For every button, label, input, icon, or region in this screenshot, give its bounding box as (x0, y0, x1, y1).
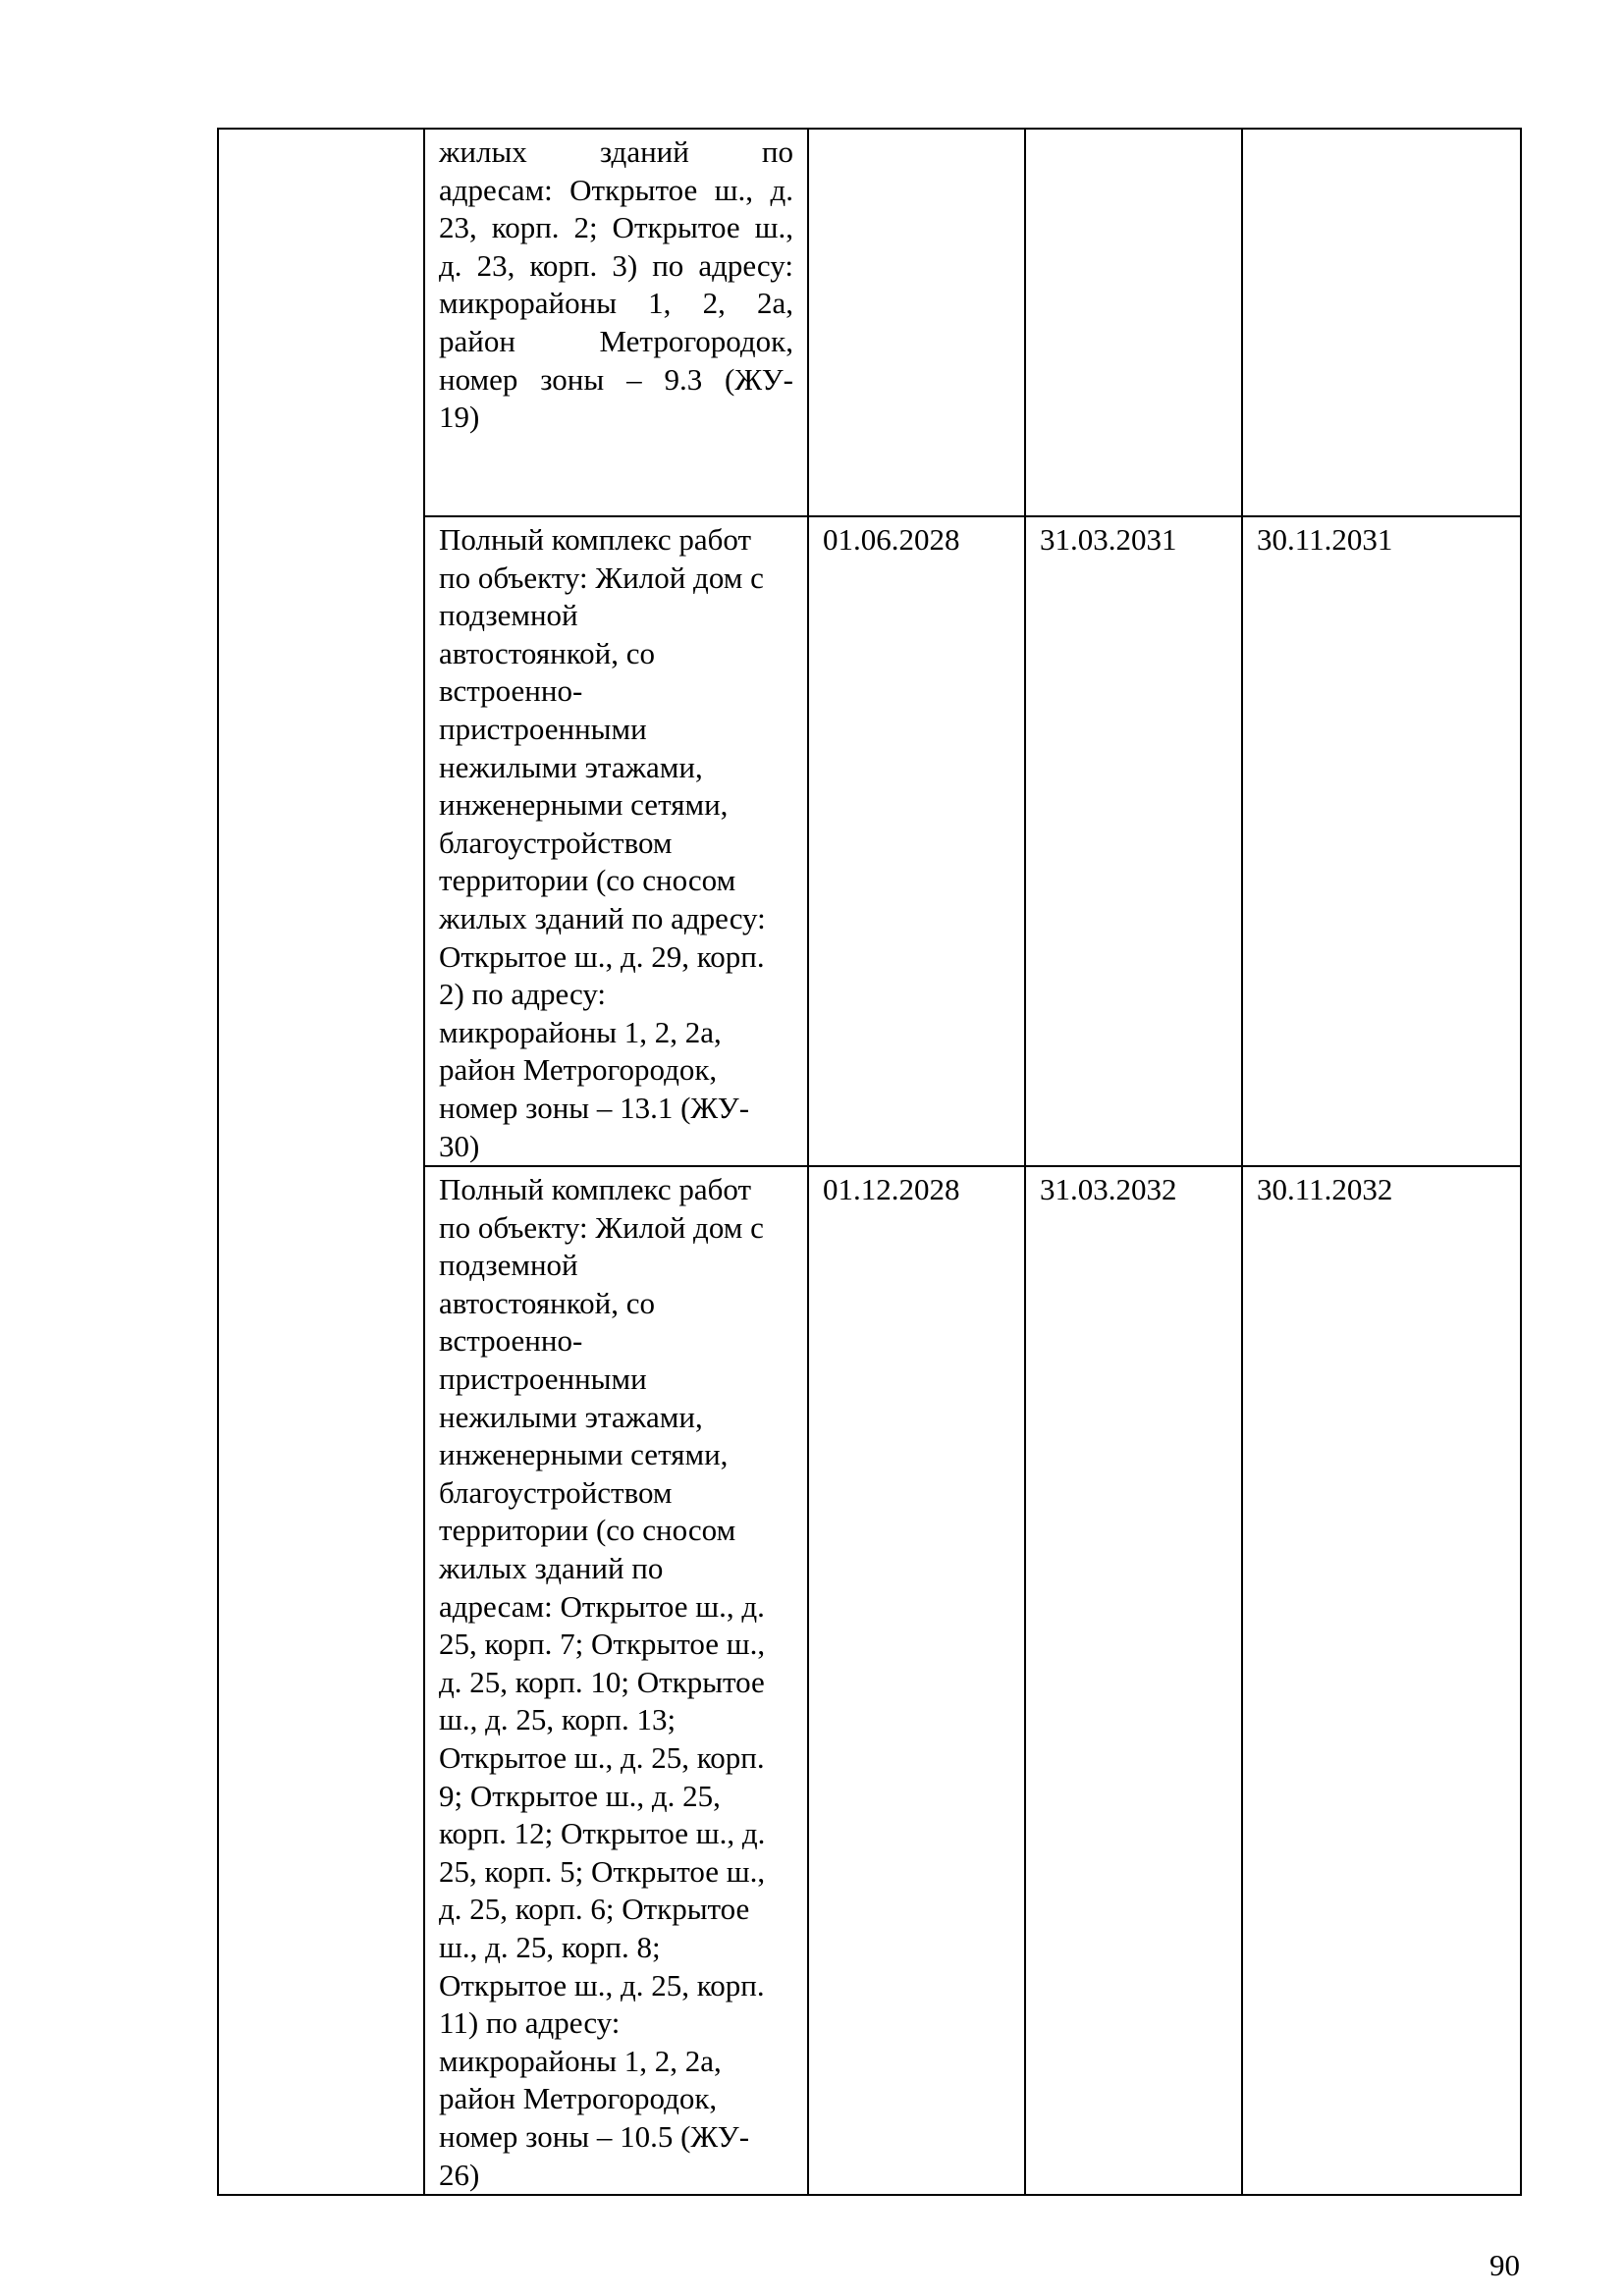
description-line: район Метрогородок, (439, 2081, 718, 2116)
description-line: номер зоны – 10.5 (ЖУ- (439, 2118, 750, 2154)
description-line: 23, корп. 2; Открытое ш., (439, 210, 793, 245)
description-line: встроенно- (439, 673, 583, 709)
description-line: Открытое ш., д. 29, корп. (439, 938, 765, 974)
description-line: жилых зданий по (439, 134, 793, 169)
description-line: инженерными сетями, (439, 1437, 729, 1472)
works-schedule-table (217, 128, 1522, 2196)
page-number: 90 (1489, 2248, 1520, 2282)
description-line: ш., д. 25, корп. 8; (439, 1929, 661, 1964)
start-date-cell: 01.06.2028 (808, 516, 1025, 1166)
description-line: ш., д. 25, корп. 13; (439, 1702, 677, 1737)
description-line: по объекту: Жилой дом с (439, 560, 764, 595)
description-line: пристроенными (439, 711, 647, 746)
description-line: адресам: Открытое ш., д. (439, 1588, 765, 1624)
description-line: благоустройством (439, 825, 673, 860)
description-line: благоустройством (439, 1474, 673, 1510)
description-line: микрорайоны 1, 2, 2а, (439, 1014, 722, 1049)
description-line: д. 25, корп. 10; Открытое (439, 1664, 765, 1699)
object-description (439, 133, 793, 437)
description-line: д. 25, корп. 6; Открытое (439, 1892, 750, 1927)
deadline-cell: 30.11.2031 (1242, 516, 1521, 1166)
deadline-cell (1242, 129, 1521, 516)
description-line: 25, корп. 7; Открытое ш., (439, 1627, 766, 1662)
description-line: корп. 12; Открытое ш., д. (439, 1816, 766, 1851)
description-line: микрорайоны 1, 2, 2а, (439, 286, 793, 321)
start-date-cell (808, 129, 1025, 516)
end-date-cell: 31.03.2031 (1025, 516, 1242, 1166)
description-line: жилых зданий по адресу: (439, 900, 766, 935)
description-line: нежилыми этажами, (439, 1399, 703, 1434)
start-date-cell: 01.12.2028 (808, 1166, 1025, 2195)
description-line: территории (со сносом (439, 863, 736, 898)
description-line: 30) (439, 1128, 480, 1163)
table-row (218, 129, 1521, 516)
description-line: номер зоны – 9.3 (ЖУ- (439, 361, 793, 397)
description-line: 11) по адресу: (439, 2005, 621, 2041)
description-line: Полный комплекс работ (439, 522, 752, 557)
description-line: подземной (439, 598, 578, 633)
description-line: 19) (439, 400, 480, 435)
description-line: инженерными сетями, (439, 787, 729, 823)
description-line: Открытое ш., д. 25, корп. (439, 1740, 765, 1775)
merged-left-cell (218, 129, 424, 2195)
object-description (439, 1171, 793, 2194)
description-line: Открытое ш., д. 25, корп. (439, 1967, 765, 2002)
description-line: д. 23, корп. 3) по адресу: (439, 247, 793, 283)
description-line: номер зоны – 13.1 (ЖУ- (439, 1090, 750, 1125)
description-line: автостоянкой, со (439, 635, 656, 670)
description-line: нежилыми этажами, (439, 749, 703, 784)
description-line: территории (со сносом (439, 1513, 736, 1548)
description-line: по объекту: Жилой дом с (439, 1209, 764, 1245)
description-line: подземной (439, 1248, 578, 1283)
description-line: микрорайоны 1, 2, 2а, (439, 2043, 722, 2078)
description-line: Полный комплекс работ (439, 1172, 752, 1207)
description-line: 2) по адресу: (439, 977, 607, 1012)
description-line: жилых зданий по (439, 1551, 664, 1586)
object-description-cell (424, 516, 808, 1166)
end-date-cell (1025, 129, 1242, 516)
description-line: 26) (439, 2157, 480, 2192)
end-date-cell: 31.03.2032 (1025, 1166, 1242, 2195)
description-line: пристроенными (439, 1362, 647, 1397)
object-description-cell (424, 129, 808, 516)
description-line: автостоянкой, со (439, 1285, 656, 1320)
description-line: район Метрогородок, (439, 323, 793, 358)
deadline-cell: 30.11.2032 (1242, 1166, 1521, 2195)
description-line: 9; Открытое ш., д. 25, (439, 1778, 721, 1813)
description-line: район Метрогородок, (439, 1052, 718, 1088)
object-description (439, 521, 793, 1165)
description-line: адресам: Открытое ш., д. (439, 172, 793, 207)
object-description-cell (424, 1166, 808, 2195)
description-line: встроенно- (439, 1323, 583, 1359)
description-line: 25, корп. 5; Открытое ш., (439, 1853, 766, 1889)
